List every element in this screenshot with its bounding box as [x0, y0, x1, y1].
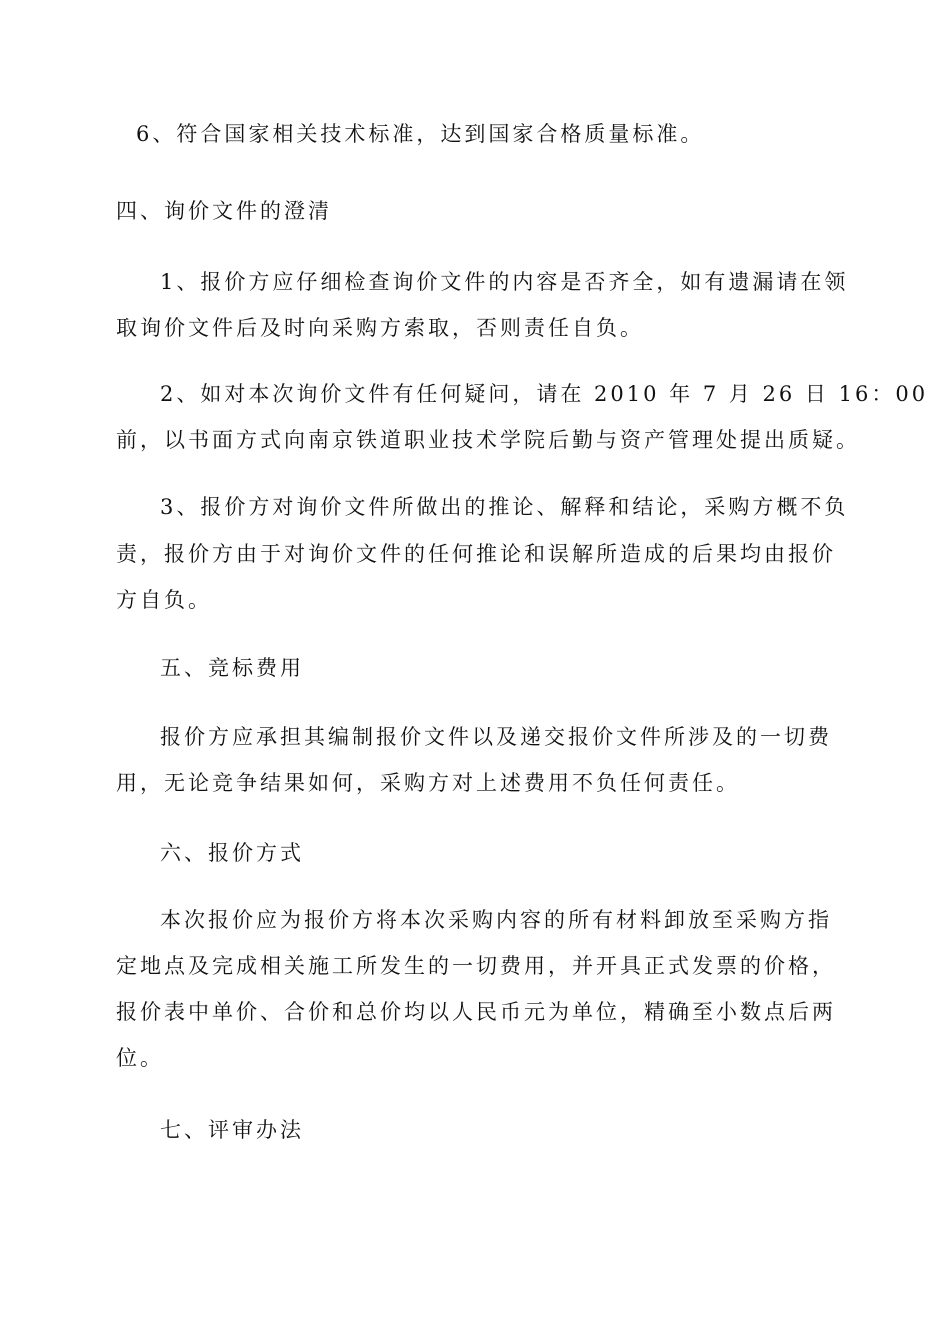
paragraph-line: 前，以书面方式向南京铁道职业技术学院后勤与资产管理处提出质疑。 [116, 428, 860, 452]
list-item-6: 6、符合国家相关技术标准，达到国家合格质量标准。 [136, 122, 705, 146]
paragraph-line: 用，无论竞争结果如何，采购方对上述费用不负任何责任。 [116, 771, 740, 795]
paragraph-line: 责，报价方由于对询价文件的任何推论和误解所造成的后果均由报价 [116, 542, 836, 566]
section-heading-5: 五、竞标费用 [160, 656, 304, 680]
paragraph-line: 方自负。 [116, 588, 212, 612]
paragraph-line: 2、如对本次询价文件有任何疑问，请在 2010 年 7 月 26 日 16：00 [160, 382, 929, 406]
paragraph-line: 取询价文件后及时向采购方索取，否则责任自负。 [116, 316, 644, 340]
section-heading-7: 七、评审办法 [160, 1118, 304, 1142]
section-heading-4: 四、询价文件的澄清 [116, 199, 332, 223]
section-heading-6: 六、报价方式 [160, 841, 304, 865]
paragraph-line: 位。 [116, 1046, 164, 1070]
paragraph-line: 定地点及完成相关施工所发生的一切费用，并开具正式发票的价格， [116, 954, 836, 978]
paragraph-line: 3、报价方对询价文件所做出的推论、解释和结论，采购方概不负 [160, 495, 849, 519]
paragraph-line: 报价方应承担其编制报价文件以及递交报价文件所涉及的一切费 [160, 725, 832, 749]
paragraph-line: 本次报价应为报价方将本次采购内容的所有材料卸放至采购方指 [160, 908, 832, 932]
paragraph-line: 1、报价方应仔细检查询价文件的内容是否齐全，如有遗漏请在领 [160, 270, 849, 294]
paragraph-line: 报价表中单价、合价和总价均以人民币元为单位，精确至小数点后两 [116, 1000, 836, 1024]
